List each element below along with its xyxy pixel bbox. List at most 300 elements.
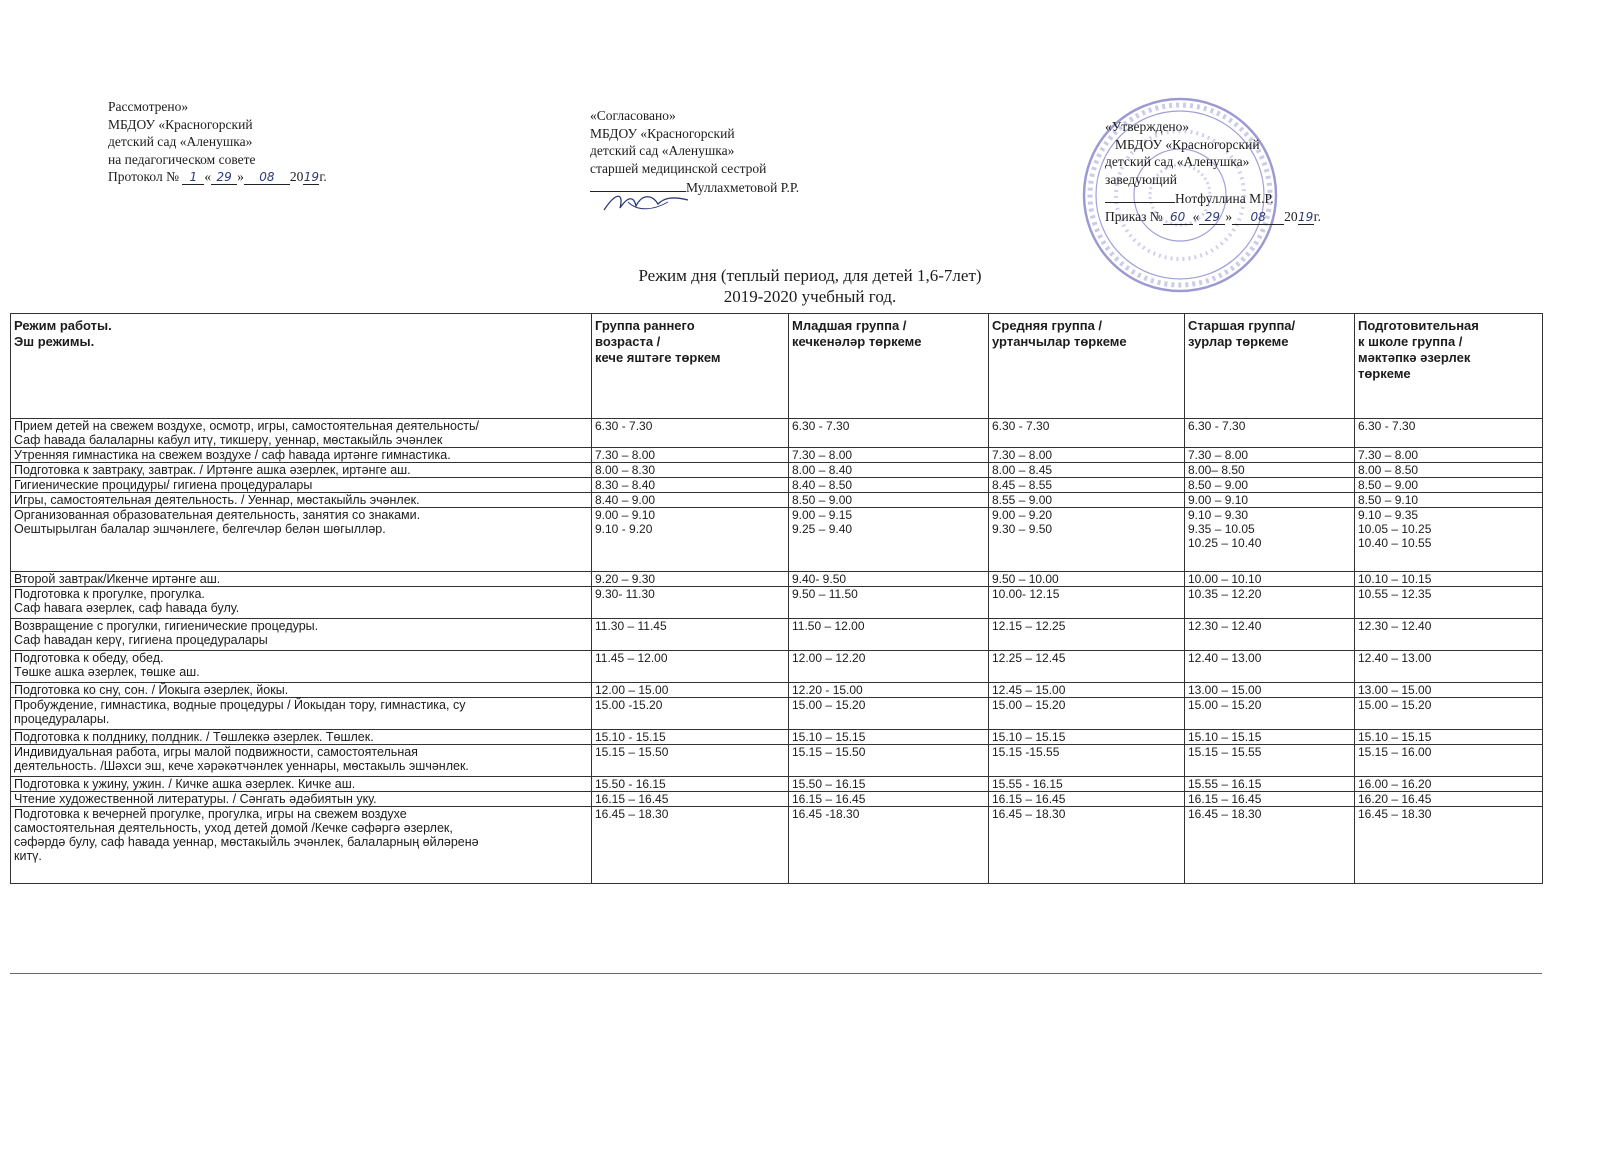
time-line: 15.00 – 15.20 xyxy=(1188,698,1262,712)
column-header-line: Режим работы. xyxy=(14,318,112,333)
time-line: 16.45 – 18.30 xyxy=(992,807,1066,821)
column-header xyxy=(789,314,989,419)
signatory-line xyxy=(1105,188,1321,208)
time-line: 8.50 – 9.10 xyxy=(1358,493,1419,507)
time-line: 16.45 -18.30 xyxy=(792,807,860,821)
time-line: 16.45 – 18.30 xyxy=(1188,807,1262,821)
order-day: 29 xyxy=(1199,210,1225,225)
activity-cell xyxy=(11,419,592,448)
protocol-open-quote: « xyxy=(204,169,212,184)
time-line: 9.00 – 9.15 xyxy=(792,508,853,522)
activity-line: китү. xyxy=(14,849,42,863)
approval-line: МБДОУ «Красногорский xyxy=(1115,136,1260,152)
protocol-number: 1 xyxy=(182,170,204,185)
time-line: 10.05 – 10.25 xyxy=(1358,522,1432,536)
time-line: 16.00 – 16.20 xyxy=(1358,777,1432,791)
order-number: 60 xyxy=(1163,210,1193,225)
table-row xyxy=(11,807,1543,884)
activity-line: Саф һавада балаларны кабул итү, тикшерү, уеннар, мөстакыйль эчәнлек xyxy=(14,433,443,447)
time-cell xyxy=(789,463,989,478)
time-cell xyxy=(1185,807,1355,884)
activity-line: Подготовка к полднику, полдник. / Төшлеккә әзерлек. Төшлек. xyxy=(14,730,374,744)
time-cell xyxy=(989,448,1185,463)
time-cell xyxy=(592,777,789,792)
time-cell xyxy=(1185,777,1355,792)
table-row xyxy=(11,683,1543,698)
activity-line: сәфәрдә булу, саф һавада уеннар, мөстакыйль эчәнлек, балаларның өйләренә xyxy=(14,835,479,849)
time-cell xyxy=(1355,508,1543,572)
protocol-year: 19 xyxy=(303,170,319,184)
time-line: 10.35 – 12.20 xyxy=(1188,587,1262,601)
approval-line: старшей медицинской сестрой xyxy=(590,160,767,176)
activity-line: Пробуждение, гимнастика, водные процедуры / Йокыдан тору, гимнастика, су xyxy=(14,698,466,712)
approval-line: детский сад «Аленушка» xyxy=(108,134,253,149)
time-line: 8.40 – 8.50 xyxy=(792,478,853,492)
activity-line: Саф һавадан керү, гигиена процедуралары xyxy=(14,633,268,647)
time-line: 9.10 – 9.35 xyxy=(1358,508,1419,522)
time-cell xyxy=(1185,651,1355,683)
time-line: 15.10 – 15.15 xyxy=(992,730,1066,744)
order-line xyxy=(1105,208,1321,226)
activity-cell xyxy=(11,619,592,651)
activity-cell xyxy=(11,493,592,508)
activity-line: процедуралары. xyxy=(14,712,110,726)
time-line: 12.40 – 13.00 xyxy=(1358,651,1432,665)
time-cell xyxy=(1355,745,1543,777)
time-line: 6.30 - 7.30 xyxy=(992,419,1050,433)
time-line: 8.40 – 9.00 xyxy=(595,493,656,507)
time-cell xyxy=(989,493,1185,508)
time-cell xyxy=(1185,698,1355,730)
time-cell xyxy=(1185,683,1355,698)
order-suffix: г. xyxy=(1313,208,1322,224)
time-line: 6.30 - 7.30 xyxy=(1358,419,1416,433)
order-year: 19 xyxy=(1298,209,1314,224)
time-line: 12.15 – 12.25 xyxy=(992,619,1066,633)
time-cell xyxy=(989,777,1185,792)
time-cell xyxy=(789,792,989,807)
time-cell xyxy=(592,619,789,651)
time-cell xyxy=(989,478,1185,493)
time-line: 15.15 – 15.50 xyxy=(792,745,866,759)
activity-line: Төшке ашка әзерлек, төшке аш. xyxy=(14,665,200,679)
approval-line: детский сад «Аленушка» xyxy=(1105,154,1250,169)
column-header-line: төркеме xyxy=(1358,366,1411,381)
time-line: 12.40 – 13.00 xyxy=(1188,651,1262,665)
activity-cell xyxy=(11,698,592,730)
time-cell xyxy=(592,807,789,884)
time-cell xyxy=(592,448,789,463)
time-cell xyxy=(1185,463,1355,478)
activity-line: деятельность. /Шәхси эш, кече хәрәкәтчәнлек уеннары, мөстакыль эшчәнлек. xyxy=(14,759,469,773)
time-cell xyxy=(1355,448,1543,463)
column-header xyxy=(989,314,1185,419)
time-cell xyxy=(1355,572,1543,587)
table-row xyxy=(11,448,1543,463)
time-cell xyxy=(989,572,1185,587)
time-line: 10.55 – 12.35 xyxy=(1358,587,1432,601)
approval-line: заведующий xyxy=(1105,171,1177,187)
time-line: 15.15 – 15.55 xyxy=(1188,745,1262,759)
time-line: 9.00 – 9.10 xyxy=(1188,493,1249,507)
table-row xyxy=(11,508,1543,572)
time-cell xyxy=(989,508,1185,572)
table-row xyxy=(11,572,1543,587)
time-line: 15.50 – 16.15 xyxy=(792,777,866,791)
time-line: 11.50 – 12.00 xyxy=(792,619,865,633)
table-row xyxy=(11,698,1543,730)
approval-line: «Утверждено» xyxy=(1105,119,1190,134)
time-cell xyxy=(1355,619,1543,651)
column-header-line: Эш режимы. xyxy=(14,334,95,349)
column-header-line: Младшая группа / xyxy=(792,318,907,333)
time-line: 12.00 – 12.20 xyxy=(792,651,866,665)
activity-line: Игры, самостоятельная деятельность. / Уеннар, мөстакыйль эчәнлек. xyxy=(14,493,420,507)
activity-cell xyxy=(11,777,592,792)
time-cell xyxy=(1185,448,1355,463)
time-line: 9.00 – 9.10 xyxy=(595,508,656,522)
order-year-prefix: 20 xyxy=(1284,208,1298,224)
column-header xyxy=(1185,314,1355,419)
column-header-line: зурлар төркеме xyxy=(1188,334,1289,349)
activity-line: Организованная образовательная деятельность, занятия со знаками. xyxy=(14,508,421,522)
time-line: 8.50 – 9.00 xyxy=(792,493,853,507)
protocol-close-quote: » xyxy=(237,169,244,184)
time-cell xyxy=(789,619,989,651)
time-cell xyxy=(789,683,989,698)
approval-line: «Согласовано» xyxy=(590,108,676,123)
time-cell xyxy=(1185,419,1355,448)
time-cell xyxy=(592,493,789,508)
activity-cell xyxy=(11,745,592,777)
time-cell xyxy=(1355,777,1543,792)
time-line: 7.30 – 8.00 xyxy=(992,448,1053,462)
time-line: 9.10 – 9.30 xyxy=(1188,508,1249,522)
time-cell xyxy=(989,745,1185,777)
table-row xyxy=(11,745,1543,777)
time-line: 15.15 – 15.50 xyxy=(595,745,669,759)
time-line: 7.30 – 8.00 xyxy=(1358,448,1419,462)
bottom-rule xyxy=(10,973,1542,974)
time-cell xyxy=(592,572,789,587)
time-cell xyxy=(989,698,1185,730)
time-line: 9.30- 11.30 xyxy=(595,587,655,601)
time-cell xyxy=(1355,493,1543,508)
time-cell xyxy=(789,730,989,745)
activity-cell xyxy=(11,807,592,884)
time-cell xyxy=(1355,463,1543,478)
time-line: 15.10 – 15.15 xyxy=(792,730,866,744)
activity-line: Подготовка к обеду, обед. xyxy=(14,651,164,665)
approval-line: детский сад «Аленушка» xyxy=(590,143,735,158)
column-header xyxy=(592,314,789,419)
time-line: 7.30 – 8.00 xyxy=(1188,448,1249,462)
time-line: 10.00- 12.15 xyxy=(992,587,1060,601)
time-line: 10.00 – 10.10 xyxy=(1188,572,1262,586)
time-line: 15.10 – 15.15 xyxy=(1358,730,1432,744)
time-line: 13.00 – 15.00 xyxy=(1358,683,1432,697)
column-header-line: мәктәпкә әзерлек xyxy=(1358,350,1471,365)
time-cell xyxy=(989,651,1185,683)
time-line: 16.15 – 16.45 xyxy=(992,792,1066,806)
time-cell xyxy=(1355,587,1543,619)
activity-line: Саф һавага әзерлек, саф һавада булу. xyxy=(14,601,240,615)
approval-line: МБДОУ «Красногорский xyxy=(108,116,253,132)
title-line-1: Режим дня (теплый период, для детей 1,6-7лет) xyxy=(638,266,982,285)
time-line: 8.00 – 8.30 xyxy=(595,463,656,477)
time-cell xyxy=(592,419,789,448)
time-line: 9.50 – 11.50 xyxy=(792,587,858,601)
activity-line: Утренняя гимнастика на свежем воздухе / саф һавада иртәнге гимнастика. xyxy=(14,448,451,462)
time-cell xyxy=(989,807,1185,884)
time-cell xyxy=(1185,619,1355,651)
time-line: 8.00 – 8.50 xyxy=(1358,463,1419,477)
time-cell xyxy=(592,478,789,493)
time-line: 15.00 – 15.20 xyxy=(1358,698,1432,712)
activity-cell xyxy=(11,508,592,572)
time-line: 13.00 – 15.00 xyxy=(1188,683,1262,697)
activity-line: Подготовка к завтраку, завтрак. / Иртәнге ашка әзерлек, иртәнге аш. xyxy=(14,463,411,477)
time-line: 16.20 – 16.45 xyxy=(1358,792,1432,806)
approval-block-agreed xyxy=(590,107,799,197)
time-cell xyxy=(592,508,789,572)
protocol-prefix: Протокол № xyxy=(108,169,179,184)
time-line: 6.30 - 7.30 xyxy=(595,419,653,433)
time-line: 9.25 – 9.40 xyxy=(792,522,853,536)
activity-line: Подготовка к прогулке, прогулка. xyxy=(14,587,205,601)
time-line: 15.55 - 16.15 xyxy=(992,777,1063,791)
time-cell xyxy=(989,587,1185,619)
time-line: 8.00– 8.50 xyxy=(1188,463,1245,477)
time-line: 8.50 – 9.00 xyxy=(1188,478,1249,492)
activity-line: Подготовка ко сну, сон. / Йокыга әзерлек, йокы. xyxy=(14,683,289,697)
time-cell xyxy=(1355,478,1543,493)
column-header xyxy=(1355,314,1543,419)
time-line: 9.00 – 9.20 xyxy=(992,508,1053,522)
column-header-line: кечкенәләр төркеме xyxy=(792,334,922,349)
activity-cell xyxy=(11,651,592,683)
time-cell xyxy=(789,698,989,730)
time-cell xyxy=(592,698,789,730)
time-line: 10.25 – 10.40 xyxy=(1188,536,1262,550)
time-line: 15.00 -15.20 xyxy=(595,698,663,712)
time-line: 10.10 – 10.15 xyxy=(1358,572,1432,586)
approval-line: МБДОУ «Красногорский xyxy=(590,125,735,141)
time-line: 7.30 – 8.00 xyxy=(595,448,656,462)
time-cell xyxy=(592,745,789,777)
approval-line: Рассмотрено» xyxy=(108,99,189,114)
column-header-line: к школе группа / xyxy=(1358,334,1463,349)
time-line: 16.45 – 18.30 xyxy=(595,807,669,821)
table-row xyxy=(11,619,1543,651)
signature-line xyxy=(1105,188,1175,203)
time-line: 15.50 - 16.15 xyxy=(595,777,666,791)
table-header-row xyxy=(11,314,1543,419)
column-header-line: возраста / xyxy=(595,334,661,349)
signatory-name: Нотфуллина М.Р. xyxy=(1175,191,1274,206)
time-line: 15.15 – 16.00 xyxy=(1358,745,1432,759)
time-cell xyxy=(789,419,989,448)
table-row xyxy=(11,587,1543,619)
time-cell xyxy=(989,683,1185,698)
time-line: 9.40- 9.50 xyxy=(792,572,847,586)
page-title xyxy=(540,265,1080,307)
signatory-name: Муллахметовой Р.Р. xyxy=(686,180,800,195)
time-cell xyxy=(789,745,989,777)
time-line: 9.35 – 10.05 xyxy=(1188,522,1255,536)
time-cell xyxy=(592,730,789,745)
time-cell xyxy=(1185,572,1355,587)
time-cell xyxy=(1355,651,1543,683)
time-line: 6.30 - 7.30 xyxy=(792,419,850,433)
time-line: 8.55 – 9.00 xyxy=(992,493,1053,507)
time-line: 15.00 – 15.20 xyxy=(792,698,866,712)
time-line: 8.45 – 8.55 xyxy=(992,478,1053,492)
time-line: 12.25 – 12.45 xyxy=(992,651,1066,665)
time-cell xyxy=(789,807,989,884)
time-cell xyxy=(1185,478,1355,493)
time-cell xyxy=(789,493,989,508)
table-row xyxy=(11,419,1543,448)
time-cell xyxy=(1355,683,1543,698)
time-line: 6.30 - 7.30 xyxy=(1188,419,1246,433)
time-line: 16.45 – 18.30 xyxy=(1358,807,1432,821)
activity-line: Прием детей на свежем воздухе, осмотр, игры, самостоятельная деятельность/ xyxy=(14,419,479,433)
protocol-month: 08 xyxy=(244,170,290,185)
time-cell xyxy=(789,508,989,572)
time-line: 9.50 – 10.00 xyxy=(992,572,1059,586)
time-cell xyxy=(989,730,1185,745)
time-cell xyxy=(1185,730,1355,745)
time-cell xyxy=(1355,730,1543,745)
approval-block-reviewed xyxy=(108,98,327,186)
time-line: 15.10 – 15.15 xyxy=(1188,730,1262,744)
activity-cell xyxy=(11,463,592,478)
order-open-quote: « xyxy=(1192,208,1200,224)
order-month: 08 xyxy=(1232,210,1284,225)
time-line: 8.30 – 8.40 xyxy=(595,478,656,492)
activity-cell xyxy=(11,572,592,587)
time-line: 16.15 – 16.45 xyxy=(792,792,866,806)
time-cell xyxy=(1185,587,1355,619)
activity-cell xyxy=(11,683,592,698)
time-cell xyxy=(1355,419,1543,448)
daily-schedule-table xyxy=(10,313,1543,884)
time-line: 10.40 – 10.55 xyxy=(1358,536,1432,550)
table-row xyxy=(11,493,1543,508)
activity-line: Чтение художественной литературы. / Сәнгать әдәбиятын уку. xyxy=(14,792,377,806)
activity-line: Второй завтрак/Икенче иртәнге аш. xyxy=(14,572,221,586)
time-line: 16.15 – 16.45 xyxy=(595,792,669,806)
activity-line: Подготовка к ужину, ужин. / Кичке ашка әзерлек. Кичке аш. xyxy=(14,777,356,791)
approval-line: на педагогическом совете xyxy=(108,151,256,167)
time-cell xyxy=(592,587,789,619)
time-line: 12.30 – 12.40 xyxy=(1358,619,1432,633)
time-cell xyxy=(1185,745,1355,777)
time-line: 12.00 – 15.00 xyxy=(595,683,669,697)
time-cell xyxy=(1355,792,1543,807)
time-line: 11.45 – 12.00 xyxy=(595,651,668,665)
time-line: 9.30 – 9.50 xyxy=(992,522,1053,536)
time-cell xyxy=(789,448,989,463)
approval-block-approved xyxy=(1105,118,1321,225)
time-cell xyxy=(592,463,789,478)
table-row xyxy=(11,463,1543,478)
table-row xyxy=(11,792,1543,807)
time-line: 15.15 -15.55 xyxy=(992,745,1060,759)
time-cell xyxy=(989,419,1185,448)
time-cell xyxy=(989,619,1185,651)
time-cell xyxy=(1185,493,1355,508)
activity-cell xyxy=(11,478,592,493)
table-row xyxy=(11,478,1543,493)
activity-cell xyxy=(11,792,592,807)
time-cell xyxy=(1355,698,1543,730)
time-cell xyxy=(1185,508,1355,572)
column-header-line: Средняя группа / xyxy=(992,318,1103,333)
activity-line: самостоятельная деятельность, уход детей домой /Кечке сәфәргә әзерлек, xyxy=(14,821,453,835)
time-cell xyxy=(789,478,989,493)
time-line: 9.20 – 9.30 xyxy=(595,572,656,586)
column-header-line: Старшая группа/ xyxy=(1188,318,1296,333)
column-header-line: Подготовительная xyxy=(1358,318,1479,333)
time-cell xyxy=(789,651,989,683)
time-line: 12.45 – 15.00 xyxy=(992,683,1066,697)
time-cell xyxy=(789,587,989,619)
column-header-line: Группа раннего xyxy=(595,318,695,333)
protocol-line xyxy=(108,168,327,186)
column-header xyxy=(11,314,592,419)
activity-line: Гигиенические процидуры/ гигиена процедуралары xyxy=(14,478,313,492)
order-close-quote: » xyxy=(1225,208,1233,224)
activity-line: Индивидуальная работа, игры малой подвижности, самостоятельная xyxy=(14,745,418,759)
time-line: 12.30 – 12.40 xyxy=(1188,619,1262,633)
time-cell xyxy=(1185,792,1355,807)
time-cell xyxy=(1355,807,1543,884)
time-line: 12.20 - 15.00 xyxy=(792,683,863,697)
table-row xyxy=(11,777,1543,792)
protocol-day: 29 xyxy=(211,170,237,185)
time-line: 8.50 – 9.00 xyxy=(1358,478,1419,492)
activity-cell xyxy=(11,448,592,463)
time-line: 11.30 – 11.45 xyxy=(595,619,667,633)
time-line: 16.15 – 16.45 xyxy=(1188,792,1262,806)
time-line: 15.55 – 16.15 xyxy=(1188,777,1262,791)
time-cell xyxy=(989,463,1185,478)
signature-mark xyxy=(598,188,694,218)
activity-line: Подготовка к вечерней прогулке, прогулка, игры на свежем воздухе xyxy=(14,807,407,821)
time-line: 8.00 – 8.45 xyxy=(992,463,1053,477)
time-cell xyxy=(789,572,989,587)
activity-line: Оештырылган балалар эшчәнлеге, белгечләр белән шөгылләр. xyxy=(14,522,386,536)
time-line: 7.30 – 8.00 xyxy=(792,448,853,462)
activity-cell xyxy=(11,730,592,745)
time-cell xyxy=(592,651,789,683)
time-line: 9.10 - 9.20 xyxy=(595,522,653,536)
column-header-line: кече яштәге төркем xyxy=(595,350,721,365)
title-line-2: 2019-2020 учебный год. xyxy=(723,287,897,306)
activity-cell xyxy=(11,587,592,619)
activity-line: Возвращение с прогулки, гигиенические процедуры. xyxy=(14,619,319,633)
time-cell xyxy=(592,683,789,698)
protocol-suffix: г. xyxy=(319,169,327,184)
table-body xyxy=(11,419,1543,884)
protocol-year-prefix: 20 xyxy=(289,169,304,184)
time-line: 15.10 - 15.15 xyxy=(595,730,666,744)
time-cell xyxy=(592,792,789,807)
time-cell xyxy=(989,792,1185,807)
time-cell xyxy=(789,777,989,792)
